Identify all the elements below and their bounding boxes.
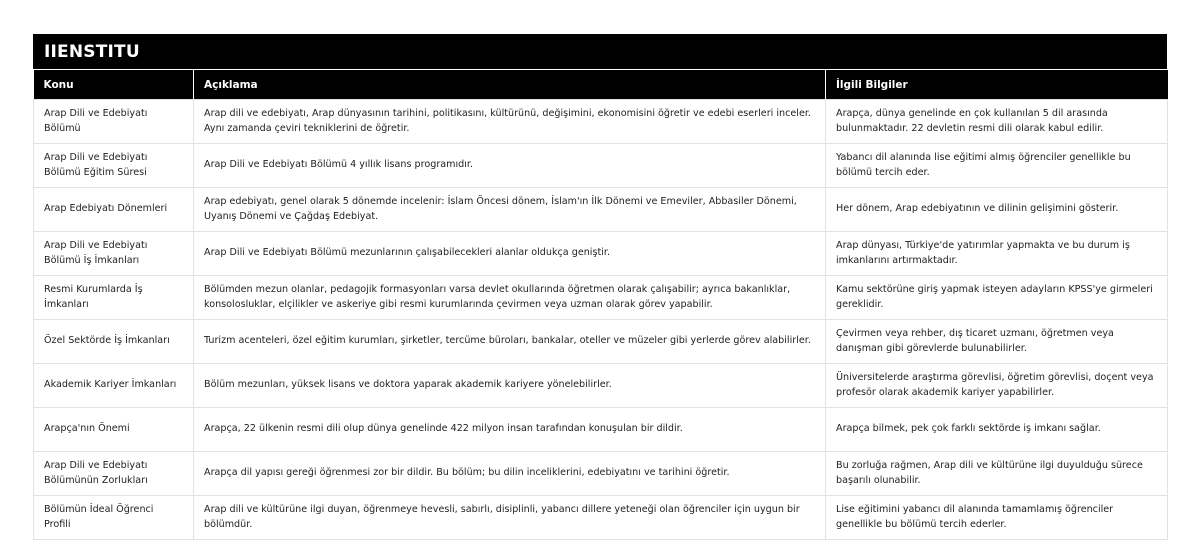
table-row xyxy=(34,276,1168,320)
table-row xyxy=(34,408,1168,452)
topic-cell: Arapça'nın Önemi xyxy=(34,408,194,452)
info-cell: Çevirmen veya rehber, dış ticaret uzmanı, öğretmen veya danışman gibi görevlerde bulunabilirler. xyxy=(826,320,1168,364)
description-cell: Arapça, 22 ülkenin resmi dili olup dünya genelinde 422 milyon insan tarafından konuşulan bir dildir. xyxy=(194,408,826,452)
header-row xyxy=(34,70,1168,100)
description-cell: Arap dili ve edebiyatı, Arap dünyasının tarihini, politikasını, kültürünü, değişimini, ekonomisini öğretir ve edebi eserleri inceler. Aynı zamanda çeviri tekniklerini de öğretir. xyxy=(194,100,826,144)
table-body xyxy=(34,100,1168,540)
info-cell: Arapça, dünya genelinde en çok kullanılan 5 dil arasında bulunmaktadır. 22 devletin resmi dili olarak kabul edilir. xyxy=(826,100,1168,144)
topic-cell: Arap Dili ve Edebiyatı Bölümü İş İmkanları xyxy=(34,232,194,276)
table-row xyxy=(34,452,1168,496)
table-row xyxy=(34,100,1168,144)
topic-cell: Akademik Kariyer İmkanları xyxy=(34,364,194,408)
topic-cell: Özel Sektörde İş İmkanları xyxy=(34,320,194,364)
brand-bar xyxy=(33,34,1167,69)
description-cell: Arap edebiyatı, genel olarak 5 dönemde incelenir: İslam Öncesi dönem, İslam'ın İlk Dönemi ve Emeviler, Abbasiler Dönemi, Uyanış Dönemi ve Çağdaş Edebiyat. xyxy=(194,188,826,232)
table-row xyxy=(34,188,1168,232)
info-cell: Kamu sektörüne giriş yapmak isteyen adayların KPSS'ye girmeleri gereklidir. xyxy=(826,276,1168,320)
table-row xyxy=(34,320,1168,364)
table-row xyxy=(34,232,1168,276)
description-cell: Arap Dili ve Edebiyatı Bölümü mezunlarının çalışabilecekleri alanlar oldukça geniştir. xyxy=(194,232,826,276)
topic-cell: Arap Edebiyatı Dönemleri xyxy=(34,188,194,232)
description-cell: Arap Dili ve Edebiyatı Bölümü 4 yıllık lisans programıdır. xyxy=(194,144,826,188)
info-cell: Lise eğitimini yabancı dil alanında tamamlamış öğrenciler genellikle bu bölümü tercih ederler. xyxy=(826,496,1168,540)
info-cell: Arap dünyası, Türkiye'de yatırımlar yapmakta ve bu durum iş imkanlarını artırmaktadır. xyxy=(826,232,1168,276)
description-cell: Arapça dil yapısı gereği öğrenmesi zor bir dildir. Bu bölüm; bu dilin inceliklerini, edebiyatını ve tarihini öğretir. xyxy=(194,452,826,496)
topic-cell: Arap Dili ve Edebiyatı Bölümü Eğitim Süresi xyxy=(34,144,194,188)
description-cell: Turizm acenteleri, özel eğitim kurumları, şirketler, tercüme büroları, bankalar, oteller ve müzeler gibi yerlerde görev alabilirler. xyxy=(194,320,826,364)
info-cell: Her dönem, Arap edebiyatının ve dilinin gelişimini gösterir. xyxy=(826,188,1168,232)
content-frame xyxy=(33,34,1167,540)
description-cell: Bölümden mezun olanlar, pedagojik formasyonları varsa devlet okullarında öğretmen olarak çalışabilir; ayrıca bakanlıklar, konsolosluklar, elçilikler ve askeriye gibi resmi kurumlarında çevirmen veya uzman olarak görev yapabilir. xyxy=(194,276,826,320)
info-cell: Bu zorluğa rağmen, Arap dili ve kültürüne ilgi duyulduğu sürece başarılı olunabilir. xyxy=(826,452,1168,496)
description-cell: Arap dili ve kültürüne ilgi duyan, öğrenmeye hevesli, sabırlı, disiplinli, yabancı dillere yeteneği olan öğrenciler için uygun bir bölümdür. xyxy=(194,496,826,540)
column-header-konu: Konu xyxy=(34,70,194,100)
info-cell: Yabancı dil alanında lise eğitimi almış öğrenciler genellikle bu bölümü tercih eder. xyxy=(826,144,1168,188)
brand-logo-text: IIENSTITU xyxy=(44,41,140,62)
table-row xyxy=(34,364,1168,408)
topic-cell: Bölümün İdeal Öğrenci Profili xyxy=(34,496,194,540)
topic-cell: Arap Dili ve Edebiyatı Bölümünün Zorlukları xyxy=(34,452,194,496)
table-row xyxy=(34,496,1168,540)
info-cell: Arapça bilmek, pek çok farklı sektörde iş imkanı sağlar. xyxy=(826,408,1168,452)
topic-cell: Resmi Kurumlarda İş İmkanları xyxy=(34,276,194,320)
info-cell: Üniversitelerde araştırma görevlisi, öğretim görevlisi, doçent veya profesör olarak akademik kariyer yapabilirler. xyxy=(826,364,1168,408)
column-header-ilgili-bilgiler: İlgili Bilgiler xyxy=(826,70,1168,100)
column-header-aciklama: Açıklama xyxy=(194,70,826,100)
description-cell: Bölüm mezunları, yüksek lisans ve doktora yaparak akademik kariyere yönelebilirler. xyxy=(194,364,826,408)
table-row xyxy=(34,144,1168,188)
topic-cell: Arap Dili ve Edebiyatı Bölümü xyxy=(34,100,194,144)
table-header xyxy=(34,70,1168,100)
info-table xyxy=(33,69,1168,540)
